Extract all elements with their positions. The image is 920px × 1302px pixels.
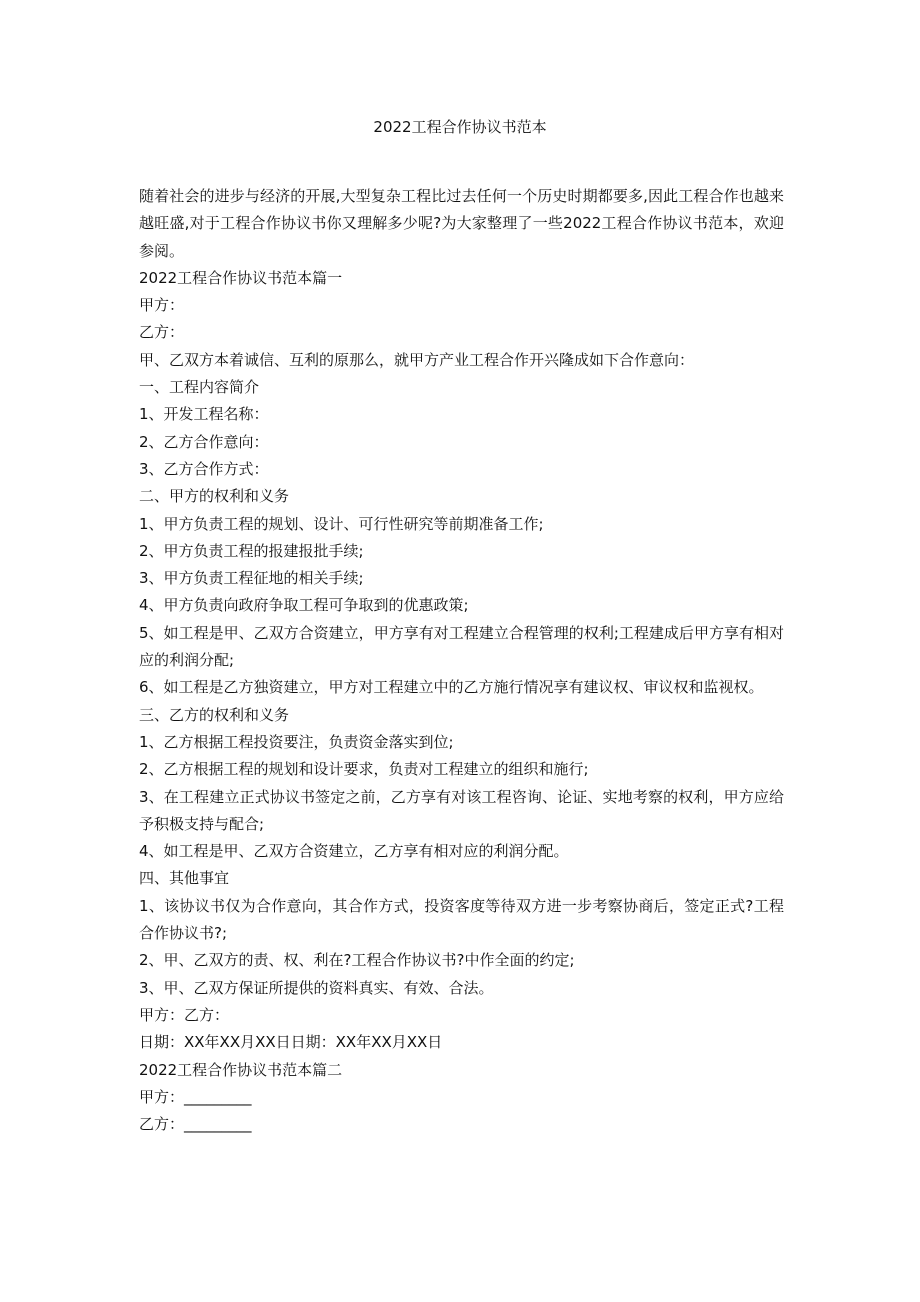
list-item: 2、甲方负责工程的报建报批手续; [139, 541, 364, 560]
list-item: 1、乙方根据工程投资要注，负责资金落实到位; [139, 732, 454, 751]
date-line: 日期：XX年XX月XX日日期：XX年XX月XX日 [139, 1033, 443, 1052]
list-item: 3、甲、乙双方保证所提供的资料真实、有效、合法。 [139, 978, 494, 997]
section-heading-2: 二、甲方的权利和义务 [139, 487, 290, 506]
paragraph-preamble: 甲、乙双方本着诚信、互利的原那么，就甲方产业工程合作开兴隆成如下合作意向： [139, 350, 695, 369]
party-b-blank-line: 乙方：_________ [139, 1115, 252, 1134]
list-item: 1、甲方负责工程的规划、设计、可行性研究等前期准备工作; [139, 514, 544, 533]
document-body [139, 183, 784, 1138]
list-item: 1、该协议书仅为合作意向，其合作方式，投资客度等待双方进一步考察协商后，签定正式?工程合作协议书?; [139, 896, 784, 943]
section-heading-part-one: 2022工程合作协议书范本篇一 [139, 268, 343, 287]
list-item: 4、甲方负责向政府争取工程可争取到的优惠政策; [139, 596, 469, 615]
party-a-line: 甲方： [139, 296, 185, 315]
section-heading-part-two: 2022工程合作协议书范本篇二 [139, 1060, 343, 1079]
list-item: 2、甲、乙双方的责、权、利在?工程合作协议书?中作全面的约定; [139, 951, 575, 970]
party-b-line: 乙方： [139, 323, 185, 342]
list-item: 2、乙方合作意向： [139, 432, 269, 451]
list-item: 3、乙方合作方式： [139, 459, 269, 478]
party-a-blank-line: 甲方：_________ [139, 1087, 252, 1106]
list-item: 4、如工程是甲、乙双方合资建立，乙方享有相对应的利润分配。 [139, 842, 569, 861]
list-item: 6、如工程是乙方独资建立，甲方对工程建立中的乙方施行情况享有建议权、审议权和监视权。 [139, 678, 764, 697]
document-title: 2022工程合作协议书范本 [373, 118, 547, 136]
section-heading-1: 一、工程内容简介 [139, 378, 260, 397]
section-heading-3: 三、乙方的权利和义务 [139, 705, 290, 724]
paragraph-intro: 随着社会的进步与经济的开展,大型复杂工程比过去任何一个历史时期都要多,因此工程合作也越来越旺盛,对于工程合作协议书你又理解多少呢?为大家整理了一些2022工程合作协议书范本，欢迎参阅。 [139, 187, 784, 260]
list-item: 3、甲方负责工程征地的相关手续; [139, 569, 364, 588]
section-heading-4: 四、其他事宜 [139, 869, 230, 888]
signature-line: 甲方：乙方： [139, 1005, 230, 1024]
list-item: 3、在工程建立正式协议书签定之前，乙方享有对该工程咨询、论证、实地考察的权利，甲方应给予积极支持与配合; [139, 787, 784, 833]
list-item: 2、乙方根据工程的规划和设计要求，负责对工程建立的组织和施行; [139, 760, 589, 779]
list-item: 1、开发工程名称： [139, 405, 269, 424]
list-item: 5、如工程是甲、乙双方合资建立，甲方享有对工程建立合程管理的权利;工程建成后甲方享有相对应的利润分配; [139, 623, 784, 670]
